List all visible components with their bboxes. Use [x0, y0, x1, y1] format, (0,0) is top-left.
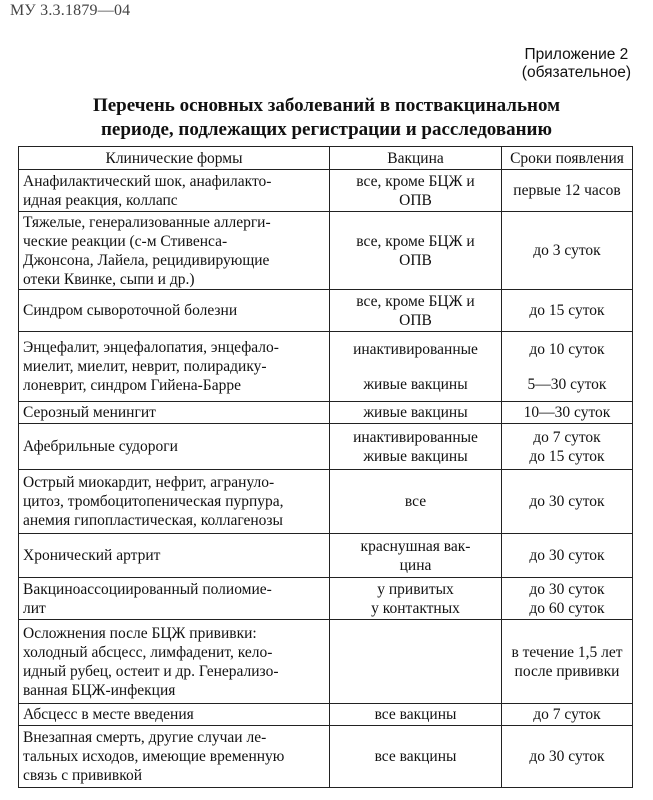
- cell-clinical-form: [19, 578, 330, 620]
- cell-text-line: живые вакцины: [363, 375, 468, 393]
- cell-text-line: идная реакция, коллапс: [23, 191, 178, 209]
- cell-text-line: ческие реакции (с-м Стивенса-: [23, 232, 228, 250]
- cell-text-line: холодный абсцесс, лимфаденит, кело-: [23, 643, 273, 661]
- diseases-table: [18, 146, 633, 788]
- cell-clinical-form: [19, 620, 330, 704]
- cell-text-line: лоневрит, синдром Гийена-Барре: [23, 377, 241, 394]
- cell-text-line: ванная БЦЖ-инфекция: [23, 681, 176, 699]
- table-row: [19, 620, 633, 704]
- cell-text-line: Хронический артрит: [23, 547, 161, 564]
- table-row: [19, 704, 633, 726]
- table-row: [19, 290, 633, 332]
- cell-onset-term: [502, 534, 633, 578]
- cell-vaccine: [330, 290, 502, 332]
- column-header-terms: Сроки появления: [502, 147, 633, 170]
- cell-text-line: Вакциноассоциированный полиомие-: [23, 580, 272, 598]
- cell-text-line: отеки Квинке, сыпи и др.): [23, 270, 195, 288]
- cell-text-line: лит: [23, 599, 46, 617]
- cell-text-line: живые вакцины: [363, 404, 468, 421]
- cell-text-line: до 7 суток: [533, 428, 601, 446]
- cell-vaccine: [330, 534, 502, 578]
- table-row: [19, 578, 633, 620]
- cell-onset-term: [502, 578, 633, 620]
- cell-vaccine: [330, 704, 502, 726]
- cell-text-line: до 15 суток: [529, 447, 605, 465]
- cell-text-line: цина: [399, 556, 432, 574]
- cell-text-line: краснушная вак-: [360, 537, 471, 555]
- table-row: [19, 424, 633, 470]
- cell-text-line: до 30 суток: [529, 493, 605, 510]
- cell-text-line: у привитых: [377, 580, 454, 598]
- cell-text-line: миелит, миелит, неврит, полирадику-: [23, 358, 267, 375]
- column-header-vaccine: Вакцина: [330, 147, 502, 170]
- appendix-label: [522, 46, 631, 82]
- cell-text-line: Абсцесс в месте введения: [23, 706, 194, 723]
- table-row: [19, 470, 633, 534]
- cell-text-line: все: [404, 493, 427, 510]
- table-row: [19, 534, 633, 578]
- cell-text-line: у контактных: [371, 599, 460, 617]
- column-header-forms: Клинические формы: [19, 147, 330, 170]
- cell-onset-term: [502, 620, 633, 704]
- cell-text-line: Серозный менингит: [23, 404, 156, 421]
- cell-text-line: Энцефалит, энцефалопатия, энцефало-: [23, 339, 279, 356]
- title-line: Перечень основных заболеваний в поствакцинальном: [92, 95, 561, 116]
- cell-vaccine: [330, 726, 502, 788]
- cell-text-line: все, кроме БЦЖ и: [356, 232, 475, 250]
- cell-text-line: все вакцины: [374, 706, 457, 723]
- cell-vaccine: [330, 424, 502, 470]
- cell-text-line: Джонсона, Лайела, рецидивирующие: [23, 251, 270, 269]
- document-code: МУ 3.3.1879—04: [10, 2, 131, 19]
- cell-onset-term: [502, 704, 633, 726]
- cell-vaccine: [330, 578, 502, 620]
- cell-text-line: Анафилактический шок, анафилакто-: [23, 172, 272, 190]
- cell-text-line: после прививки: [514, 662, 620, 680]
- cell-text-line: в течение 1,5 лет: [511, 643, 623, 661]
- cell-text-line: цитоз, тромбоцитопеническая пурпура,: [23, 493, 284, 510]
- cell-text-line: до 10 суток: [529, 340, 605, 358]
- cell-text-line: все вакцины: [374, 748, 457, 765]
- cell-text-line: Синдром сывороточной болезни: [23, 302, 238, 319]
- cell-text-line: первые 12 часов: [513, 182, 621, 199]
- cell-clinical-form: [19, 332, 330, 402]
- cell-text-line: связь с прививкой: [23, 767, 143, 784]
- cell-onset-term: [502, 170, 633, 212]
- cell-clinical-form: [19, 170, 330, 212]
- title-line: периоде, подлежащих регистрации и расследованию: [100, 119, 553, 140]
- cell-text-line: инактивированные: [353, 340, 478, 358]
- cell-text-line: 5—30 суток: [527, 375, 607, 393]
- table-header-row: [19, 147, 633, 170]
- cell-vaccine: [330, 332, 502, 402]
- cell-text-line: тальных исходов, имеющие временную: [23, 748, 285, 765]
- table-row: [19, 332, 633, 402]
- cell-onset-term: [502, 402, 633, 424]
- cell-text-line: инактивированные: [353, 428, 478, 446]
- table-row: [19, 212, 633, 290]
- cell-clinical-form: [19, 212, 330, 290]
- table-row: [19, 726, 633, 788]
- cell-vaccine: [330, 212, 502, 290]
- cell-onset-term: [502, 424, 633, 470]
- table-row: [19, 402, 633, 424]
- cell-text-line: до 30 суток: [529, 748, 605, 765]
- cell-text-line: до 30 суток: [529, 580, 605, 598]
- cell-text-line: Осложнения после БЦЖ прививки:: [23, 624, 257, 642]
- cell-text-line: до 60 суток: [529, 599, 605, 617]
- cell-text-line: до 7 суток: [533, 706, 601, 723]
- cell-text-line: анемия гипопластическая, коллагенозы: [23, 512, 283, 529]
- cell-vaccine: [330, 470, 502, 534]
- cell-clinical-form: [19, 290, 330, 332]
- cell-onset-term: [502, 470, 633, 534]
- cell-text-line: ОПВ: [399, 251, 432, 269]
- cell-text-line: до 30 суток: [529, 547, 605, 564]
- appendix-number: Приложение 2: [524, 46, 629, 63]
- appendix-status: (обязательное): [521, 64, 631, 81]
- cell-text-line: все, кроме БЦЖ и: [356, 292, 475, 310]
- cell-clinical-form: [19, 424, 330, 470]
- cell-text-line: до 3 суток: [533, 242, 601, 259]
- cell-text-line: все, кроме БЦЖ и: [356, 172, 475, 190]
- table-row: [19, 170, 633, 212]
- cell-text-line: Афебрильные судороги: [23, 438, 178, 455]
- cell-text-line: Острый миокардит, нефрит, агрануло-: [23, 474, 275, 491]
- cell-vaccine: [330, 620, 502, 704]
- cell-clinical-form: [19, 402, 330, 424]
- cell-text-line: Тяжелые, генерализованные аллерги-: [23, 213, 271, 231]
- cell-text-line: идный рубец, остеит и др. Генерализо-: [23, 662, 279, 680]
- cell-onset-term: [502, 290, 633, 332]
- page-title: [0, 94, 653, 142]
- cell-vaccine: [330, 402, 502, 424]
- cell-text-line: ОПВ: [399, 191, 432, 209]
- cell-onset-term: [502, 212, 633, 290]
- cell-vaccine: [330, 170, 502, 212]
- cell-onset-term: [502, 726, 633, 788]
- cell-clinical-form: [19, 704, 330, 726]
- cell-text-line: живые вакцины: [363, 447, 468, 465]
- cell-text-line: до 15 суток: [529, 302, 605, 319]
- cell-onset-term: [502, 332, 633, 402]
- cell-clinical-form: [19, 534, 330, 578]
- cell-text-line: ОПВ: [399, 311, 432, 329]
- cell-text-line: 10—30 суток: [523, 404, 611, 421]
- cell-clinical-form: [19, 726, 330, 788]
- table-body: [19, 170, 633, 788]
- cell-clinical-form: [19, 470, 330, 534]
- cell-text-line: Внезапная смерть, другие случаи ле-: [23, 729, 267, 746]
